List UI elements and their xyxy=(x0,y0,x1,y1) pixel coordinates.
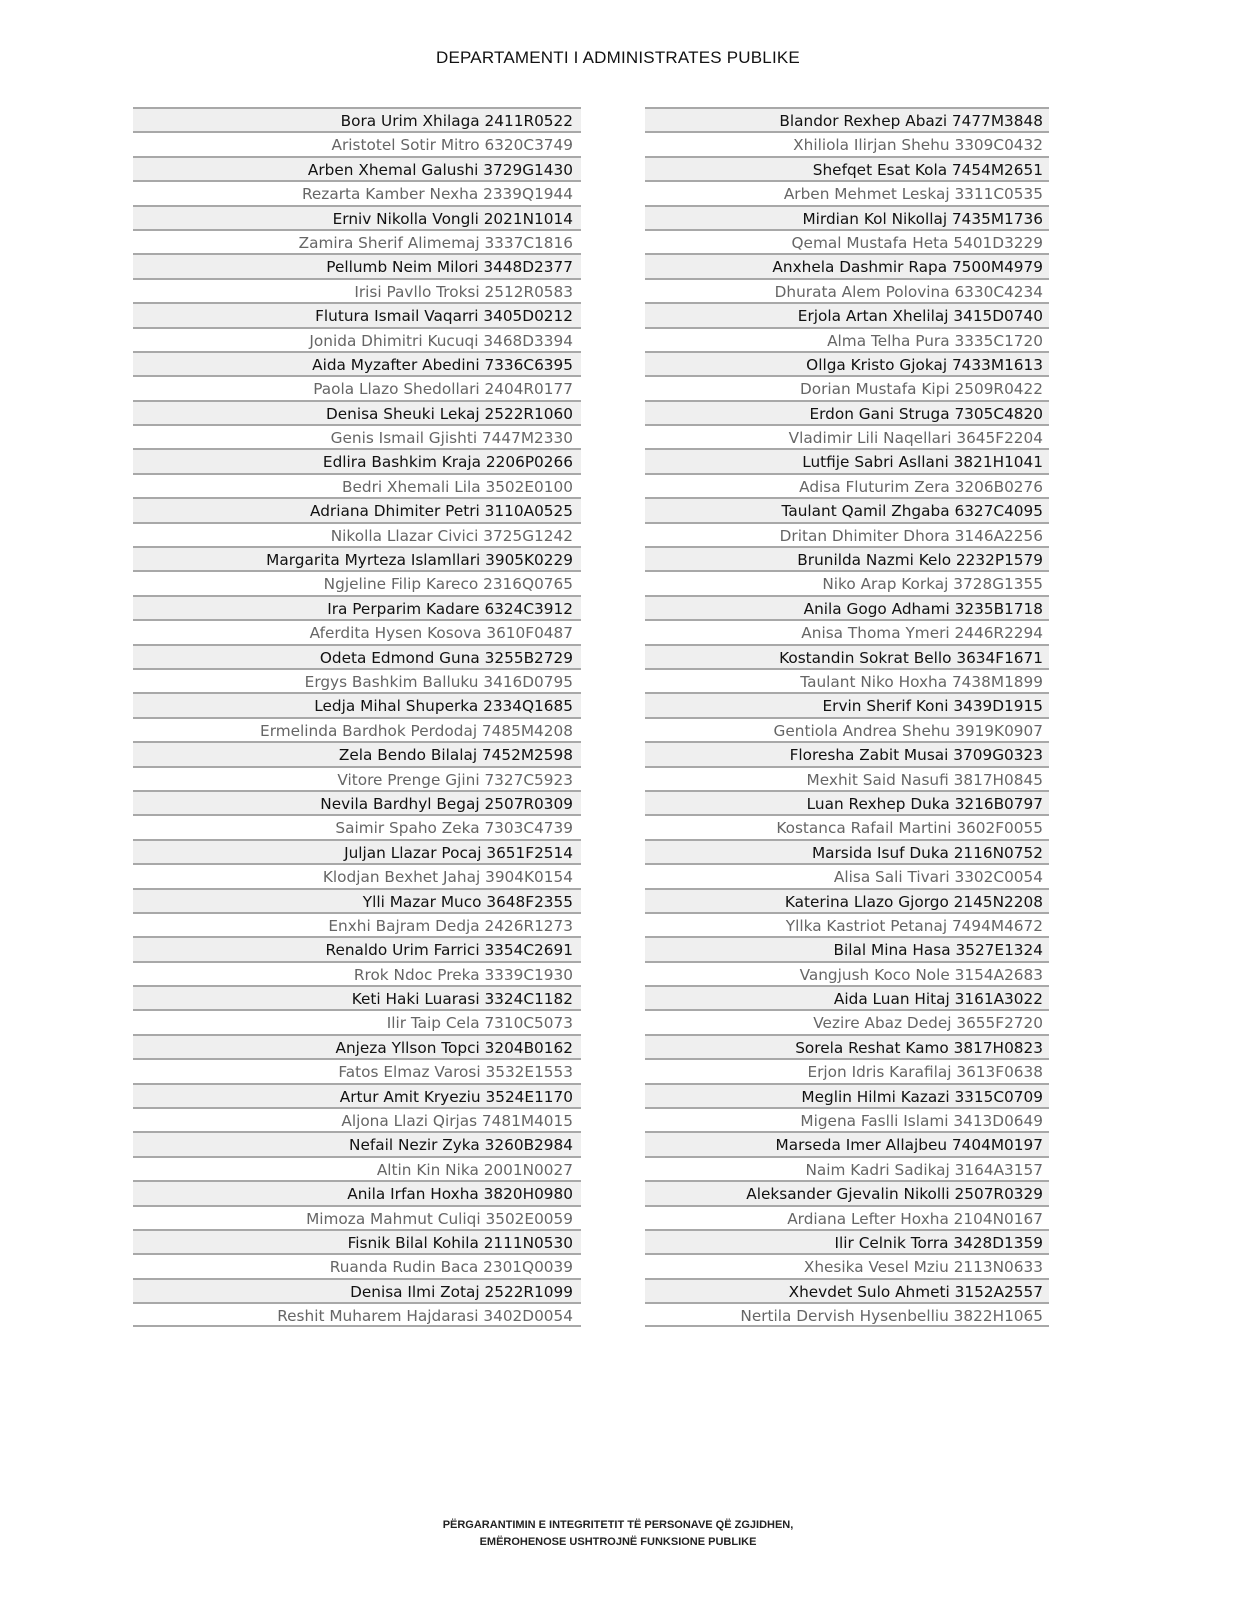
list-item: Altin Kin Nika 2001N0027 xyxy=(133,1156,581,1180)
list-item: Ilir Taip Cela 7310C5073 xyxy=(133,1009,581,1033)
list-item: Qemal Mustafa Heta 5401D3229 xyxy=(645,229,1049,253)
list-item: Pellumb Neim Milori 3448D2377 xyxy=(133,253,581,277)
list-item: Blandor Rexhep Abazi 7477M3848 xyxy=(645,107,1049,131)
list-item: Jonida Dhimitri Kucuqi 3468D3394 xyxy=(133,327,581,351)
list-item: Arben Mehmet Leskaj 3311C0535 xyxy=(645,180,1049,204)
list-item: Ira Perparim Kadare 6324C3912 xyxy=(133,595,581,619)
list-item: Gentiola Andrea Shehu 3919K0907 xyxy=(645,717,1049,741)
list-item: Juljan Llazar Pocaj 3651F2514 xyxy=(133,839,581,863)
list-item: Adisa Fluturim Zera 3206B0276 xyxy=(645,473,1049,497)
list-item: Rrok Ndoc Preka 3339C1930 xyxy=(133,961,581,985)
list-item: Reshit Muharem Hajdarasi 3402D0054 xyxy=(133,1302,581,1326)
list-item: Renaldo Urim Farrici 3354C2691 xyxy=(133,936,581,960)
list-item: Luan Rexhep Duka 3216B0797 xyxy=(645,790,1049,814)
list-item: Migena Faslli Islami 3413D0649 xyxy=(645,1107,1049,1131)
list-item: Genis Ismail Gjishti 7447M2330 xyxy=(133,424,581,448)
page-title: DEPARTAMENTI I ADMINISTRATES PUBLIKE xyxy=(436,48,800,67)
list-item: Ergys Bashkim Balluku 3416D0795 xyxy=(133,668,581,692)
list-item: Anisa Thoma Ymeri 2446R2294 xyxy=(645,619,1049,643)
list-item: Anxhela Dashmir Rapa 7500M4979 xyxy=(645,253,1049,277)
list-item: Aida Luan Hitaj 3161A3022 xyxy=(645,985,1049,1009)
list-item: Brunilda Nazmi Kelo 2232P1579 xyxy=(645,546,1049,570)
list-item: Mexhit Said Nasufi 3817H0845 xyxy=(645,766,1049,790)
list-item: Ledja Mihal Shuperka 2334Q1685 xyxy=(133,692,581,716)
list-item: Erjola Artan Xhelilaj 3415D0740 xyxy=(645,302,1049,326)
list-item: Shefqet Esat Kola 7454M2651 xyxy=(645,156,1049,180)
list-item: Floresha Zabit Musai 3709G0323 xyxy=(645,741,1049,765)
list-item: Marseda Imer Allajbeu 7404M0197 xyxy=(645,1131,1049,1155)
list-item: Kostanca Rafail Martini 3602F0055 xyxy=(645,814,1049,838)
list-item: Zamira Sherif Alimemaj 3337C1816 xyxy=(133,229,581,253)
list-item: Vladimir Lili Naqellari 3645F2204 xyxy=(645,424,1049,448)
footer-line-2: EMËROHENOSE USHTROJNË FUNKSIONE PUBLIKE xyxy=(479,1536,757,1548)
list-item: Bilal Mina Hasa 3527E1324 xyxy=(645,936,1049,960)
list-item: Anila Irfan Hoxha 3820H0980 xyxy=(133,1180,581,1204)
list-item: Ardiana Lefter Hoxha 2104N0167 xyxy=(645,1205,1049,1229)
list-item: Taulant Niko Hoxha 7438M1899 xyxy=(645,668,1049,692)
list-item: Nertila Dervish Hysenbelliu 3822H1065 xyxy=(645,1302,1049,1326)
list-item: Rezarta Kamber Nexha 2339Q1944 xyxy=(133,180,581,204)
list-item: Mirdian Kol Nikollaj 7435M1736 xyxy=(645,205,1049,229)
list-item: Irisi Pavllo Troksi 2512R0583 xyxy=(133,278,581,302)
list-item: Ermelinda Bardhok Perdodaj 7485M4208 xyxy=(133,717,581,741)
list-item: Ngjeline Filip Kareco 2316Q0765 xyxy=(133,570,581,594)
list-item: Ollga Kristo Gjokaj 7433M1613 xyxy=(645,351,1049,375)
list-item: Saimir Spaho Zeka 7303C4739 xyxy=(133,814,581,838)
list-item: Xhevdet Sulo Ahmeti 3152A2557 xyxy=(645,1278,1049,1302)
right-name-list xyxy=(645,107,1049,1327)
list-item: Ilir Celnik Torra 3428D1359 xyxy=(645,1229,1049,1253)
list-item: Yllka Kastriot Petanaj 7494M4672 xyxy=(645,912,1049,936)
list-item: Aferdita Hysen Kosova 3610F0487 xyxy=(133,619,581,643)
list-item: Vangjush Koco Nole 3154A2683 xyxy=(645,961,1049,985)
list-item: Marsida Isuf Duka 2116N0752 xyxy=(645,839,1049,863)
list-item: Mimoza Mahmut Culiqi 3502E0059 xyxy=(133,1205,581,1229)
list-item: Denisa Ilmi Zotaj 2522R1099 xyxy=(133,1278,581,1302)
list-item: Arben Xhemal Galushi 3729G1430 xyxy=(133,156,581,180)
list-item: Ervin Sherif Koni 3439D1915 xyxy=(645,692,1049,716)
list-item: Xhiliola Ilirjan Shehu 3309C0432 xyxy=(645,131,1049,155)
list-item: Aristotel Sotir Mitro 6320C3749 xyxy=(133,131,581,155)
list-item: Bora Urim Xhilaga 2411R0522 xyxy=(133,107,581,131)
list-item: Fatos Elmaz Varosi 3532E1553 xyxy=(133,1058,581,1082)
list-item: Erjon Idris Karafilaj 3613F0638 xyxy=(645,1058,1049,1082)
list-item: Anjeza Yllson Topci 3204B0162 xyxy=(133,1034,581,1058)
list-item: Keti Haki Luarasi 3324C1182 xyxy=(133,985,581,1009)
list-item: Denisa Sheuki Lekaj 2522R1060 xyxy=(133,400,581,424)
list-item: Aleksander Gjevalin Nikolli 2507R0329 xyxy=(645,1180,1049,1204)
list-item: Artur Amit Kryeziu 3524E1170 xyxy=(133,1083,581,1107)
list-item: Odeta Edmond Guna 3255B2729 xyxy=(133,644,581,668)
list-item: Klodjan Bexhet Jahaj 3904K0154 xyxy=(133,863,581,887)
list-item: Nevila Bardhyl Begaj 2507R0309 xyxy=(133,790,581,814)
list-item: Zela Bendo Bilalaj 7452M2598 xyxy=(133,741,581,765)
list-item: Enxhi Bajram Dedja 2426R1273 xyxy=(133,912,581,936)
list-item: Katerina Llazo Gjorgo 2145N2208 xyxy=(645,888,1049,912)
list-item: Vezire Abaz Dedej 3655F2720 xyxy=(645,1009,1049,1033)
list-item: Alma Telha Pura 3335C1720 xyxy=(645,327,1049,351)
list-item: Flutura Ismail Vaqarri 3405D0212 xyxy=(133,302,581,326)
list-item: Kostandin Sokrat Bello 3634F1671 xyxy=(645,644,1049,668)
list-item: Niko Arap Korkaj 3728G1355 xyxy=(645,570,1049,594)
list-item: Margarita Myrteza Islamllari 3905K0229 xyxy=(133,546,581,570)
list-item: Lutfije Sabri Asllani 3821H1041 xyxy=(645,448,1049,472)
list-item: Dhurata Alem Polovina 6330C4234 xyxy=(645,278,1049,302)
list-item: Taulant Qamil Zhgaba 6327C4095 xyxy=(645,497,1049,521)
list-item: Adriana Dhimiter Petri 3110A0525 xyxy=(133,497,581,521)
list-item: Vitore Prenge Gjini 7327C5923 xyxy=(133,766,581,790)
list-item: Naim Kadri Sadikaj 3164A3157 xyxy=(645,1156,1049,1180)
list-item: Edlira Bashkim Kraja 2206P0266 xyxy=(133,448,581,472)
footer-line-1: PËRGARANTIMIN E INTEGRITETIT TË PERSONAVE QË ZGJIDHEN, xyxy=(442,1519,794,1531)
list-item: Meglin Hilmi Kazazi 3315C0709 xyxy=(645,1083,1049,1107)
list-item: Bedri Xhemali Lila 3502E0100 xyxy=(133,473,581,497)
list-item: Erniv Nikolla Vongli 2021N1014 xyxy=(133,205,581,229)
list-item: Dorian Mustafa Kipi 2509R0422 xyxy=(645,375,1049,399)
footer xyxy=(0,1517,1236,1551)
left-name-list xyxy=(133,107,581,1327)
list-item: Sorela Reshat Kamo 3817H0823 xyxy=(645,1034,1049,1058)
list-item: Ruanda Rudin Baca 2301Q0039 xyxy=(133,1253,581,1277)
list-item: Erdon Gani Struga 7305C4820 xyxy=(645,400,1049,424)
list-item: Anila Gogo Adhami 3235B1718 xyxy=(645,595,1049,619)
list-item: Ylli Mazar Muco 3648F2355 xyxy=(133,888,581,912)
list-item: Fisnik Bilal Kohila 2111N0530 xyxy=(133,1229,581,1253)
list-item: Paola Llazo Shedollari 2404R0177 xyxy=(133,375,581,399)
list-item: Nefail Nezir Zyka 3260B2984 xyxy=(133,1131,581,1155)
list-item: Xhesika Vesel Mziu 2113N0633 xyxy=(645,1253,1049,1277)
list-item: Aida Myzafter Abedini 7336C6395 xyxy=(133,351,581,375)
list-item: Aljona Llazi Qirjas 7481M4015 xyxy=(133,1107,581,1131)
list-item: Alisa Sali Tivari 3302C0054 xyxy=(645,863,1049,887)
list-item: Dritan Dhimiter Dhora 3146A2256 xyxy=(645,522,1049,546)
list-item: Nikolla Llazar Civici 3725G1242 xyxy=(133,522,581,546)
